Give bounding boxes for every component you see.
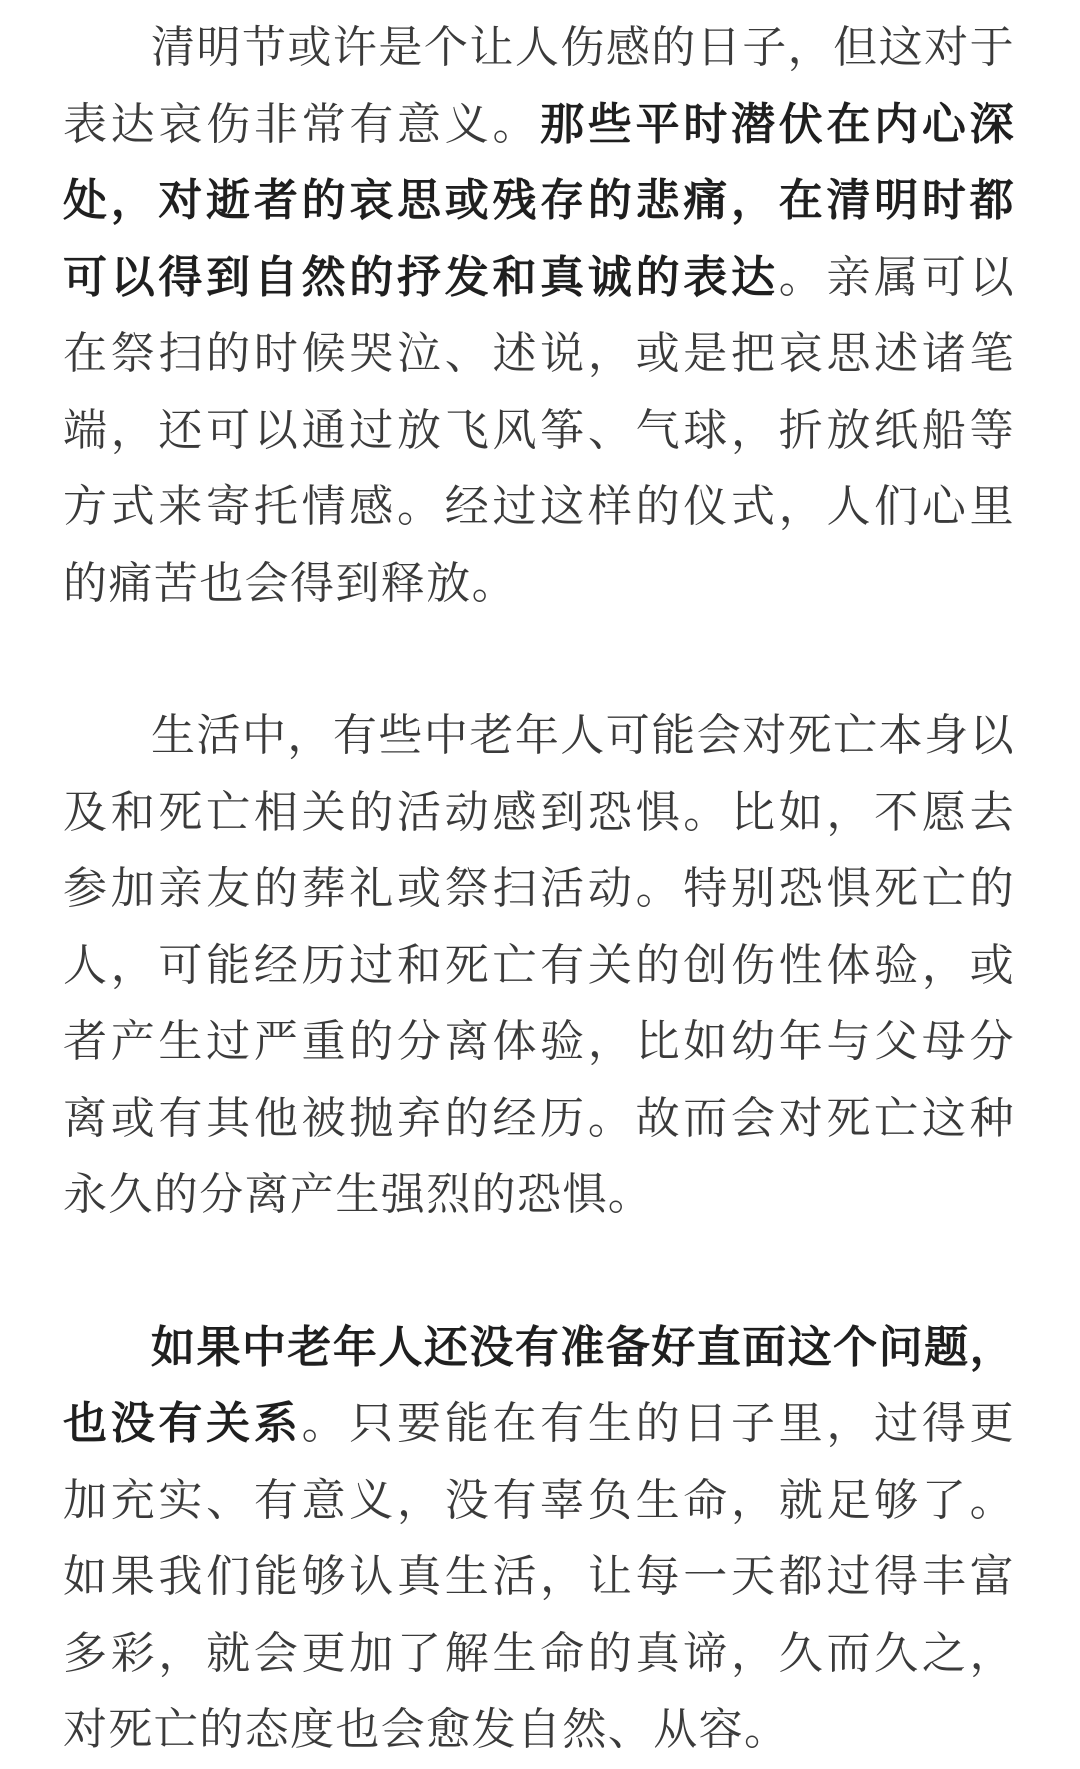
paragraph-2	[63, 698, 1015, 1234]
paragraph-3	[63, 1310, 1015, 1769]
paragraph-1-bold-emphasis: 那些平时潜伏在内心深处，对逝者的哀思或残存的悲痛，在清明时都可以得到自然的抒发和真诚的表达	[63, 98, 1016, 303]
article-body	[63, 10, 1015, 1769]
paragraph-3-bold-emphasis: 如果中老年人还没有准备好直面这个问题，也没有关系	[63, 1321, 1015, 1449]
paragraph-2-text-1: 生活中，有些中老年人可能会对死亡本身以及和死亡相关的活动感到恐惧。比如，不愿去参加亲友的葬礼或祭扫活动。特别恐惧死亡的人，可能经历过和死亡有关的创伤性体验，或者产生过严重的分离体验，比如幼年与父母分离或有其他被抛弃的经历。故而会对死亡这种永久的分离产生强烈的恐惧。	[63, 710, 1015, 1220]
paragraph-1	[63, 10, 1015, 622]
paragraph-3-text-1: 。只要能在有生的日子里，过得更加充实、有意义，没有辜负生命，就足够了。如果我们能够认真生活，让每一天都过得丰富多彩，就会更加了解生命的真谛，久而久之，对死亡的态度也会愈发自然、从容。	[63, 1398, 1016, 1755]
paragraph-1-text-2: 。亲属可以在祭扫的时候哭泣、述说，或是把哀思述诸笔端，还可以通过放飞风筝、气球，折放纸船等方式来寄托情感。经过这样的仪式，人们心里的痛苦也会得到释放。	[63, 251, 1016, 609]
paragraph-1-text-1: 清明节或许是个让人伤感的日子，但这对于表达哀伤非常有意义。	[63, 22, 1015, 150]
